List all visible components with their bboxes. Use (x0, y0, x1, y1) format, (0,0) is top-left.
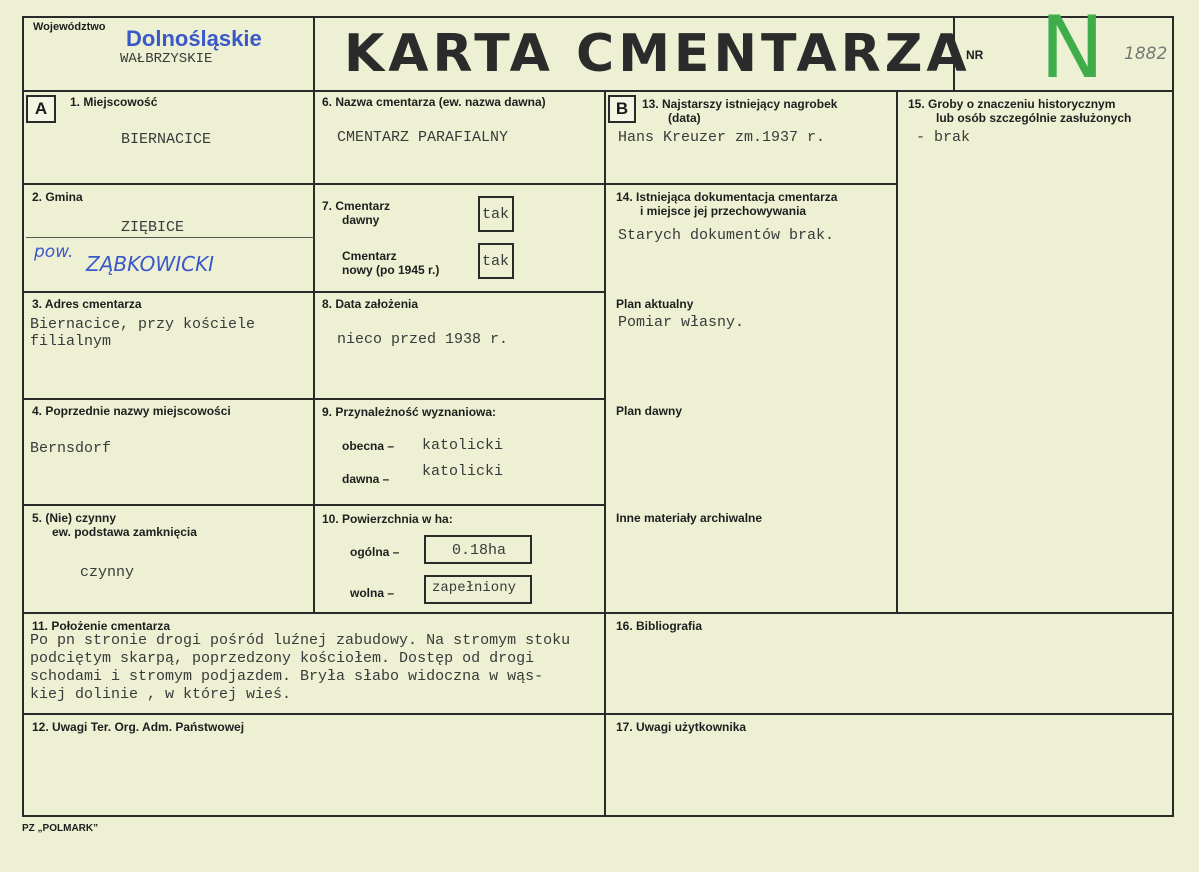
f10-label: 10. Powierzchnia w ha: (322, 512, 453, 526)
f1-label: 1. Miejscowość (70, 95, 158, 109)
section-b-letter: B (608, 95, 636, 123)
f11-line-3: schodami i stromym podjazdem. Bryła słabo widoczna w wąs- (30, 668, 544, 685)
f9-obecna-value: katolicki (422, 437, 504, 454)
f7-dawny-line2: dawny (342, 213, 380, 227)
f2-hand-prefix: pow. (34, 242, 74, 262)
f11-line-2: podciętym skarpą, poprzedzony kościołem. Dostęp od drogi (30, 650, 535, 667)
header-divider-1 (313, 16, 315, 92)
f6-value: CMENTARZ PARAFIALNY (337, 129, 509, 146)
f13-label-line2: (data) (668, 111, 701, 125)
f1-value: BIERNACICE (121, 131, 212, 148)
f12-label: 12. Uwagi Ter. Org. Adm. Państwowej (32, 720, 245, 734)
f9-dawna-label: dawna – (342, 472, 390, 486)
f16-label: 16. Bibliografia (616, 619, 703, 633)
col-divider-2 (604, 90, 606, 817)
f7-nowy-line1: Cmentarz (342, 249, 397, 263)
wojewodztwo-typed: WAŁBRZYSKIE (120, 51, 213, 67)
col-divider-3 (896, 90, 898, 614)
f15-label-line1: 15. Groby o znaczeniu historycznym (908, 97, 1116, 111)
bottom-line-1 (22, 612, 1174, 614)
f10-ogolna-value: 0.18ha (452, 542, 507, 559)
f14-value: Starych dokumentów brak. (618, 227, 835, 244)
f3-value-line2: filialnym (30, 333, 112, 350)
nr-label: NR (966, 48, 984, 62)
f10-wolna-label: wolna – (350, 586, 395, 600)
f3-value-line1: Biernacice, przy kościele (30, 316, 256, 333)
printer-imprint: PZ „POLMARK” (22, 823, 99, 834)
f9-obecna-label: obecna – (342, 439, 395, 453)
nr-mark: N (1040, 0, 1105, 98)
f4-value: Bernsdorf (30, 440, 112, 457)
f4-label: 4. Poprzednie nazwy miejscowości (32, 404, 231, 418)
f5-value: czynny (80, 564, 135, 581)
row-line-2 (22, 291, 606, 293)
f2-label: 2. Gmina (32, 190, 83, 204)
header-bottom-line (22, 90, 1174, 92)
wojewodztwo-label: Województwo (33, 21, 106, 33)
inne-materialy-label: Inne materiały archiwalne (616, 511, 763, 525)
f13-label-line1: 13. Najstarszy istniejący nagrobek (642, 97, 838, 111)
f7-nowy-value: tak (482, 253, 510, 270)
f7-dawny-line1: 7. Cmentarz (322, 199, 391, 213)
section-a-letter: A (26, 95, 56, 123)
bottom-line-2 (22, 713, 1174, 715)
plan-aktualny-value: Pomiar własny. (618, 314, 745, 331)
f3-label: 3. Adres cmentarza (32, 297, 142, 311)
f10-wolna-value: zapełniony (432, 580, 517, 596)
row-line-3 (22, 398, 606, 400)
f9-dawna-value: katolicki (422, 463, 504, 480)
f11-label: 11. Położenie cmentarza (32, 619, 171, 633)
col-divider-1 (313, 90, 315, 614)
plan-aktualny-label: Plan aktualny (616, 297, 694, 311)
f11-line-1: Po pn stronie drogi pośród luźnej zabudowy. Na stromym stoku (30, 632, 571, 649)
f5-label-line2: ew. podstawa zamknięcia (52, 525, 197, 539)
f15-label-line2: lub osób szczególnie zasłużonych (936, 111, 1132, 125)
row-line-4 (22, 504, 606, 506)
f5-label-line1: 5. (Nie) czynny (32, 511, 117, 525)
f13-value: Hans Kreuzer zm.1937 r. (618, 129, 826, 146)
page-title: KARTA CMENTARZA (344, 24, 971, 84)
f14-label-line1: 14. Istniejąca dokumentacja cmentarza (616, 190, 838, 204)
f6-label: 6. Nazwa cmentarza (ew. nazwa dawna) (322, 95, 546, 109)
f7-dawny-value: tak (482, 206, 510, 223)
f7-nowy-line2: nowy (po 1945 r.) (342, 263, 440, 277)
f2-hand-value: ZĄBKOWICKI (86, 252, 215, 276)
row-line-1 (22, 183, 606, 185)
f10-ogolna-label: ogólna – (350, 545, 400, 559)
f14-label-line2: i miejsce jej przechowywania (640, 204, 807, 218)
wojewodztwo-stamp: Dolnośląskie (126, 26, 262, 51)
f2-value: ZIĘBICE (121, 219, 185, 236)
f11-line-4: kiej dolinie , w której wieś. (30, 686, 292, 703)
nr-number: 1882 (1124, 44, 1168, 64)
f15-value: - brak (916, 129, 971, 146)
row-line-b (604, 183, 898, 185)
plan-dawny-label: Plan dawny (616, 404, 683, 418)
f17-label: 17. Uwagi użytkownika (616, 720, 747, 734)
f9-label: 9. Przynależność wyznaniowa: (322, 405, 497, 419)
f2-inner-line (26, 237, 314, 238)
f8-value: nieco przed 1938 r. (337, 331, 509, 348)
f8-label: 8. Data założenia (322, 297, 419, 311)
